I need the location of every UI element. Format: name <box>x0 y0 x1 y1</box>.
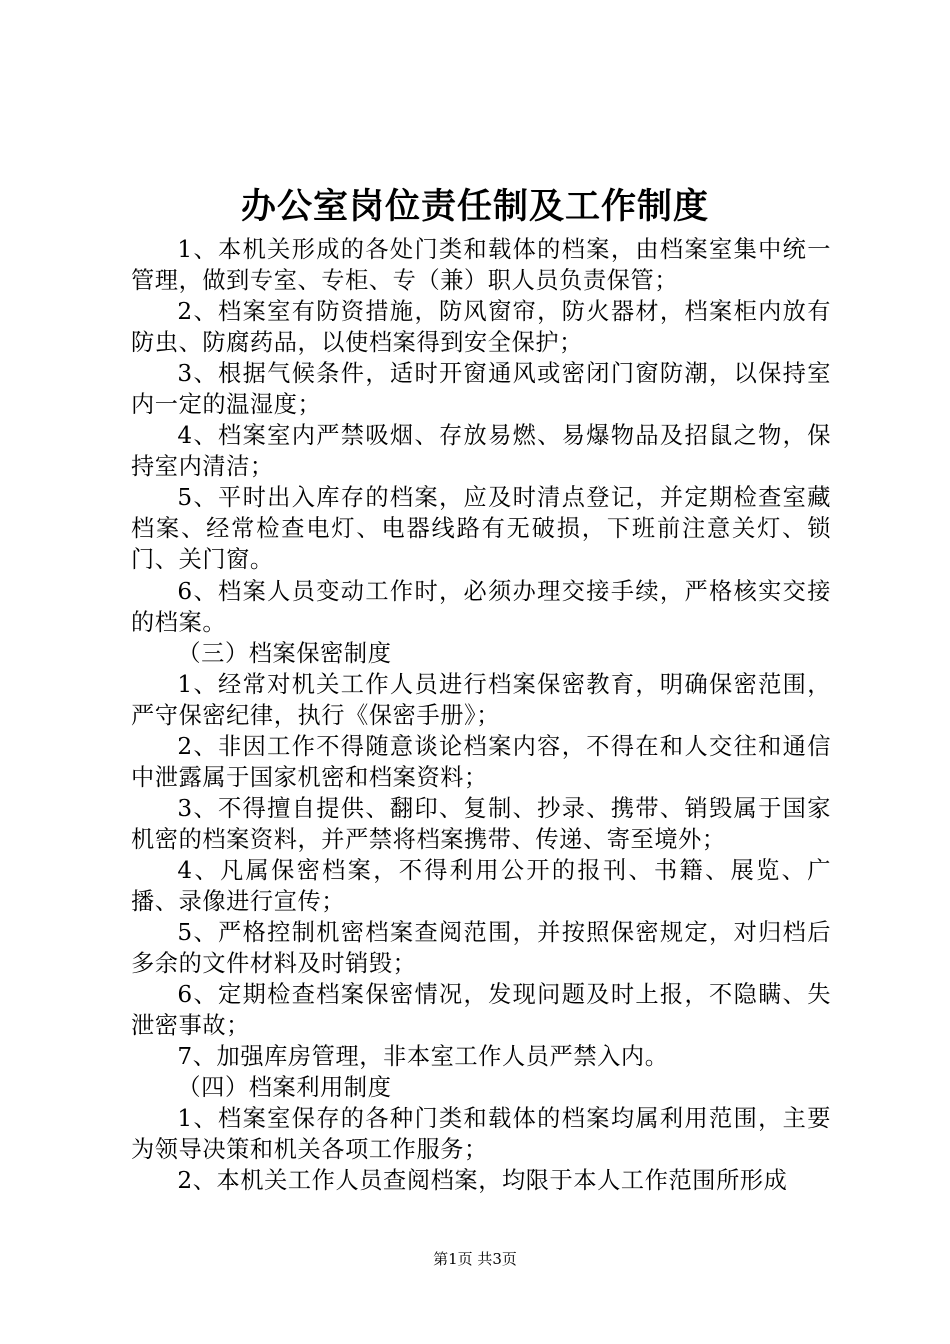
paragraph-1: 1、本机关形成的各处门类和载体的档案，由档案室集中统一管理，做到专室、专柜、专（兼）职人员负责保管； <box>131 236 831 295</box>
section-heading-utilization: （四）档案利用制度 <box>177 1074 392 1102</box>
paragraph-14: 1、档案室保存的各种门类和载体的档案均属利用范围，主要为领导决策和机关各项工作服务； <box>131 1105 831 1164</box>
paragraph-4: 4、档案室内严禁吸烟、存放易燃、易爆物品及招鼠之物，保持室内清洁； <box>131 422 831 481</box>
paragraph-8: 2、非因工作不得随意谈论档案内容，不得在和人交往和通信中泄露属于国家机密和档案资料； <box>131 732 831 791</box>
paragraph-11: 5、严格控制机密档案查阅范围，并按照保密规定，对归档后多余的文件材料及时销毁； <box>131 919 831 978</box>
document-body <box>131 234 831 1196</box>
paragraph-9: 3、不得擅自提供、翻印、复制、抄录、携带、销毁属于国家机密的档案资料，并严禁将档案携带、传递、寄至境外； <box>131 794 831 853</box>
page-footer: 第1页 共3页 <box>433 1250 517 1268</box>
paragraph-6: 6、档案人员变动工作时，必须办理交接手续，严格核实交接的档案。 <box>131 577 831 636</box>
paragraph-2: 2、档案室有防资措施，防风窗帘，防火器材，档案柜内放有防虫、防腐药品，以使档案得到安全保护； <box>131 298 831 357</box>
paragraph-7: 1、经常对机关工作人员进行档案保密教育，明确保密范围，严守保密纪律，执行《保密手册》； <box>131 670 831 729</box>
paragraph-13: 7、加强库房管理，非本室工作人员严禁入内。 <box>177 1043 669 1071</box>
section-heading-confidentiality: （三）档案保密制度 <box>177 639 392 667</box>
paragraph-12: 6、定期检查档案保密情况，发现问题及时上报，不隐瞒、失泄密事故； <box>131 981 831 1040</box>
document-title: 办公室岗位责任制及工作制度 <box>240 186 709 227</box>
paragraph-5: 5、平时出入库存的档案，应及时清点登记，并定期检查室藏档案、经常检查电灯、电器线路有无破损，下班前注意关灯、锁门、关门窗。 <box>131 484 831 574</box>
paragraph-15: 2、本机关工作人员查阅档案，均限于本人工作范围所形成 <box>177 1167 788 1195</box>
paragraph-3: 3、根据气候条件，适时开窗通风或密闭门窗防潮，以保持室内一定的温湿度； <box>131 360 831 419</box>
paragraph-10: 4、凡属保密档案，不得利用公开的报刊、书籍、展览、广播、录像进行宣传； <box>131 856 831 915</box>
